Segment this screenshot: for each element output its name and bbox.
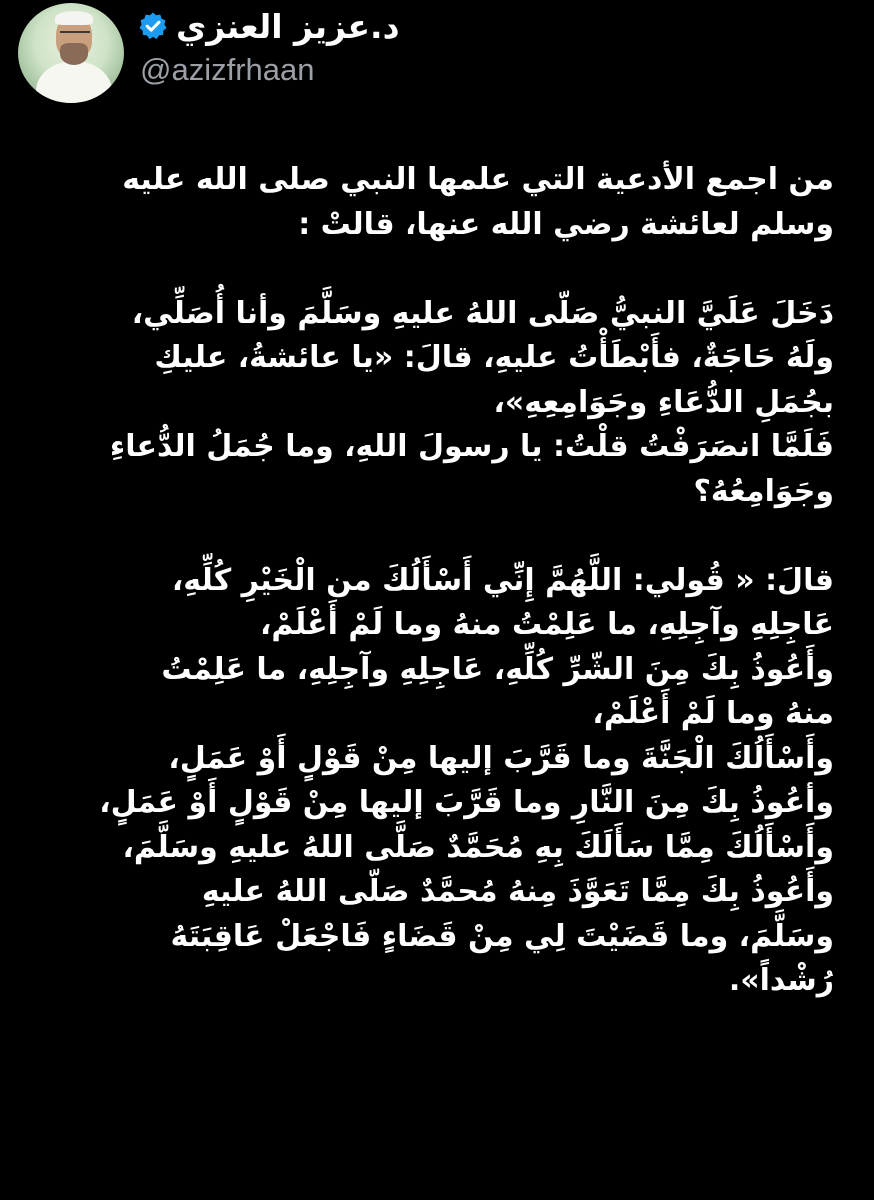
- tweet-text-line: فَلَمَّا انصَرَفْتُ قلْتُ: يا رسولَ اللهِ، وما جُمَلُ الدُّعاءِ: [109, 429, 834, 464]
- tweet-text-line: قالَ: « قُولي: اللَّهُمَّ إِنِّي أَسْأَلُكَ من الْخَيْرِ كُلِّهِ،: [171, 562, 834, 598]
- tweet-text-line: ولَهُ حَاجَةٌ، فأَبْطَأْتُ عليهِ، قالَ: «يا عائشةُ، عليكِ: [154, 340, 834, 375]
- tweet-text-line: وأَعُوذُ بِكَ مِمَّا تَعَوَّذَ مِنهُ مُحمَّدٌ صَلّى اللهُ عليهِ: [201, 874, 834, 909]
- tweet-text-line: وأعُوذُ بِكَ مِنَ النَّارِ وما قَرَّبَ إليها مِنْ قَوْلٍ أَوْ عَمَلٍ،: [99, 785, 834, 820]
- avatar[interactable]: [18, 3, 124, 103]
- tweet-text-blank-line: [42, 247, 834, 292]
- tweet-text-line: بجُمَلِ الدُّعَاءِ وجَوَامِعِهِ»،: [493, 384, 834, 420]
- author-name-row: [138, 4, 400, 48]
- tweet-text-line: عَاجِلِهِ وآجِلِهِ، ما عَلِمْتُ منهُ وما لَمْ أَعْلَمْ،: [260, 607, 834, 642]
- tweet-text-line: منهُ وما لَمْ أَعْلَمْ،: [592, 696, 834, 731]
- avatar-glasses-shape: [60, 31, 90, 39]
- author-handle[interactable]: @azizfrhaan: [140, 52, 315, 87]
- avatar-cap-shape: [55, 11, 93, 25]
- tweet-text-line: وجَوَامِعُهُ؟: [693, 473, 834, 509]
- tweet-text-blank-line: [42, 514, 834, 559]
- tweet-text-line: رُشْداً».: [728, 963, 834, 998]
- author-display-name[interactable]: د.عزيز العنزي: [176, 6, 400, 46]
- tweet-text: [42, 158, 834, 1004]
- tweet-text-line: وأَسْأَلُكَ مِمَّا سَأَلَكَ بِهِ مُحَمَّدٌ صَلَّى اللهُ عليهِ وسَلَّمَ،: [122, 829, 834, 865]
- verified-badge-icon: [138, 11, 168, 41]
- tweet-text-line: وأَعُوذُ بِكَ مِنَ الشّرِّ كُلِّهِ، عَاجِلِهِ وآجِلِهِ، ما عَلِمْتُ: [161, 651, 834, 687]
- tweet-text-line: وسلم لعائشة رضي الله عنها، قالتْ :: [298, 206, 834, 242]
- avatar-body-shape: [36, 61, 112, 103]
- tweet-text-line: وأَسْأَلُكَ الْجَنَّةَ وما قَرَّبَ إليها مِنْ قَوْلٍ أَوْ عَمَلٍ،: [168, 740, 834, 776]
- tweet-header: [0, 0, 874, 110]
- tweet-text-line: وسَلَّمَ، وما قَضَيْتَ لِي مِنْ قَضَاءٍ فَاجْعَلْ عَاقِبَتَهُ: [170, 918, 834, 954]
- tweet-text-line: من اجمع الأدعية التي علمها النبي صلى الله عليه: [122, 162, 834, 197]
- avatar-beard-shape: [60, 43, 88, 65]
- tweet-text-line: دَخَلَ عَلَيَّ النبيُّ صَلّى اللهُ عليهِ وسَلَّمَ وأنا أُصَلِّي،: [131, 295, 834, 331]
